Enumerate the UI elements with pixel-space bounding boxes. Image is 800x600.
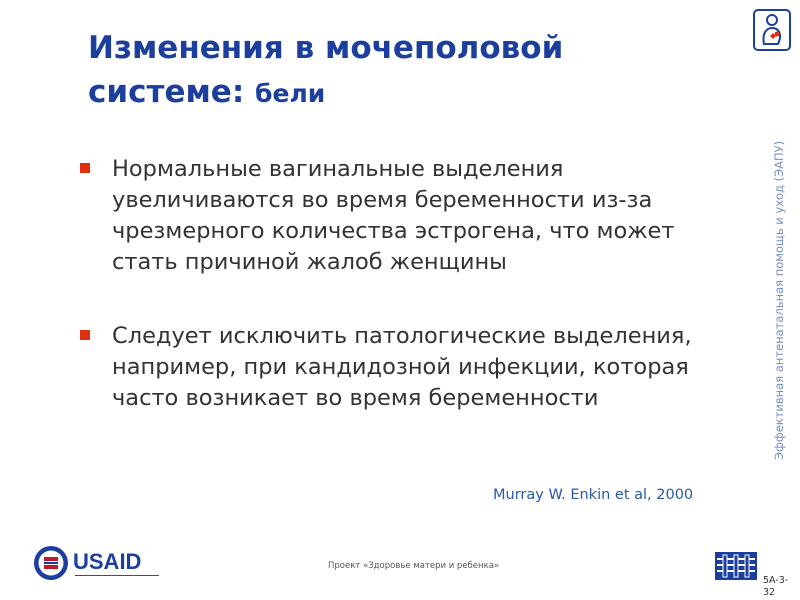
title-main: Изменения в мочеполовой системе: [88,30,564,110]
usaid-seal-icon [33,545,69,581]
usaid-logo [33,545,163,587]
slide-number: 5A-3-32 [763,575,789,598]
citation: Murray W. Enkin et al, 2000 [493,487,694,503]
usaid-underline [75,575,159,580]
jsi-logo-icon [715,552,757,580]
mother-child-icon [752,8,792,52]
bullet-marker [80,330,90,340]
bullet-text: Нормальные вагинальные выделения увеличиваются во время беременности из-за чрезмерного количества эстрогена, что может стать причиной жалоб женщины [112,156,675,275]
project-caption: Проект «Здоровье матери и ребенка» [328,561,500,571]
slide-title [88,26,728,116]
bullet-marker [80,163,90,173]
title-sub: бели [255,79,326,108]
side-caption: Эффективная антенатальная помощь и уход (ЭАПУ) [772,140,786,460]
bullet-text: Следует исключить патологические выделения, например, при кандидозной инфекции, которая часто возникает во время беременности [112,323,692,411]
usaid-wordmark: USAID [73,549,142,574]
